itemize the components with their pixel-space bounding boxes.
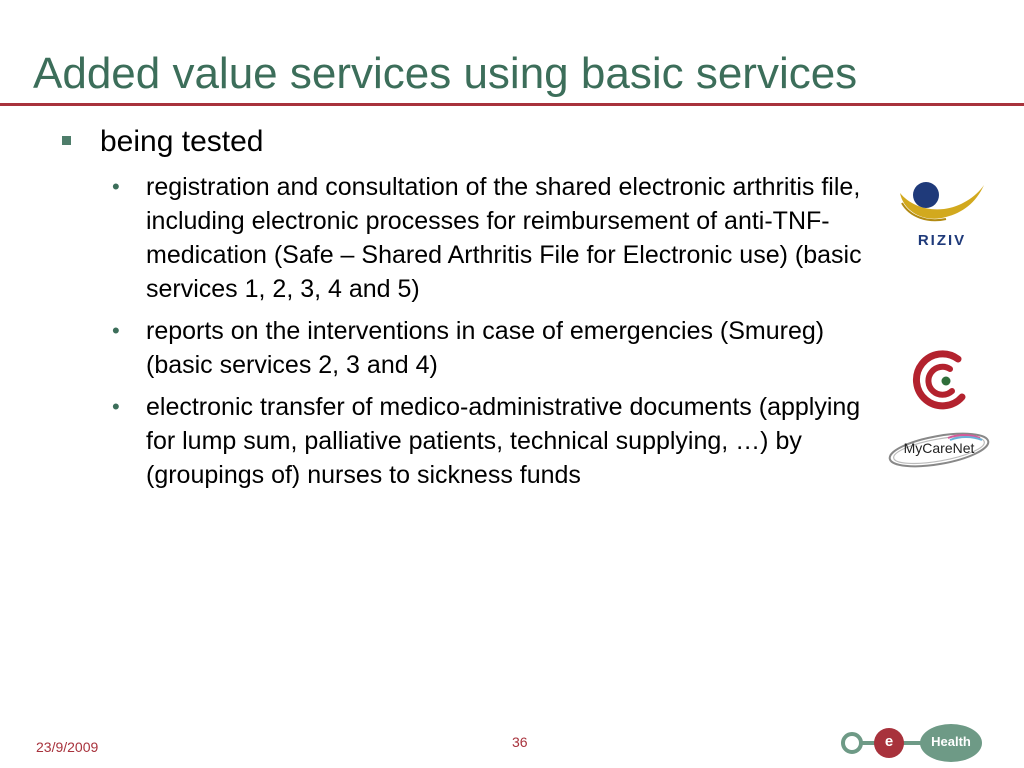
dot-bullet-icon: • bbox=[112, 318, 120, 343]
ehealth-logo bbox=[838, 720, 988, 766]
smureg-logo bbox=[906, 347, 972, 411]
sub-bullet-item bbox=[112, 390, 872, 492]
sub-bullet-item bbox=[112, 170, 872, 306]
sub-bullet-text: registration and consultation of the shared electronic arthritis file, including electronic processes for reimbursement of anti-TNF-medication (Safe – Shared Arthritis File for Electronic use) (basic services 1, 2, 3, 4 and 5) bbox=[146, 173, 862, 303]
riziv-logo-text: RIZIV bbox=[917, 232, 967, 249]
title-divider bbox=[0, 103, 1024, 106]
dot-bullet-icon: • bbox=[112, 174, 120, 199]
footer-date: 23/9/2009 bbox=[36, 739, 99, 755]
sub-bullet-text: reports on the interventions in case of emergencies (Smureg) (basic services 2, 3 and 4) bbox=[146, 317, 825, 379]
sub-bullet-list bbox=[112, 170, 872, 500]
mycarenet-logo-text: MyCareNet bbox=[903, 440, 975, 456]
sub-bullet-item bbox=[112, 314, 872, 382]
mycarenet-logo bbox=[886, 424, 992, 472]
sub-bullet-text: electronic transfer of medico-administrative documents (applying for lump sum, palliative patients, technical supplying, …) by (groupings of) nurses to sickness funds bbox=[146, 393, 861, 489]
riziv-logo bbox=[896, 173, 988, 253]
slide-title: Added value services using basic services bbox=[33, 49, 858, 98]
bullet-text: being tested bbox=[100, 125, 264, 158]
page-number: 36 bbox=[512, 734, 528, 750]
square-bullet-icon bbox=[62, 136, 71, 145]
ehealth-health-badge: Health bbox=[920, 724, 982, 762]
ehealth-e-badge: e bbox=[874, 728, 904, 758]
dot-bullet-icon: • bbox=[112, 394, 120, 419]
